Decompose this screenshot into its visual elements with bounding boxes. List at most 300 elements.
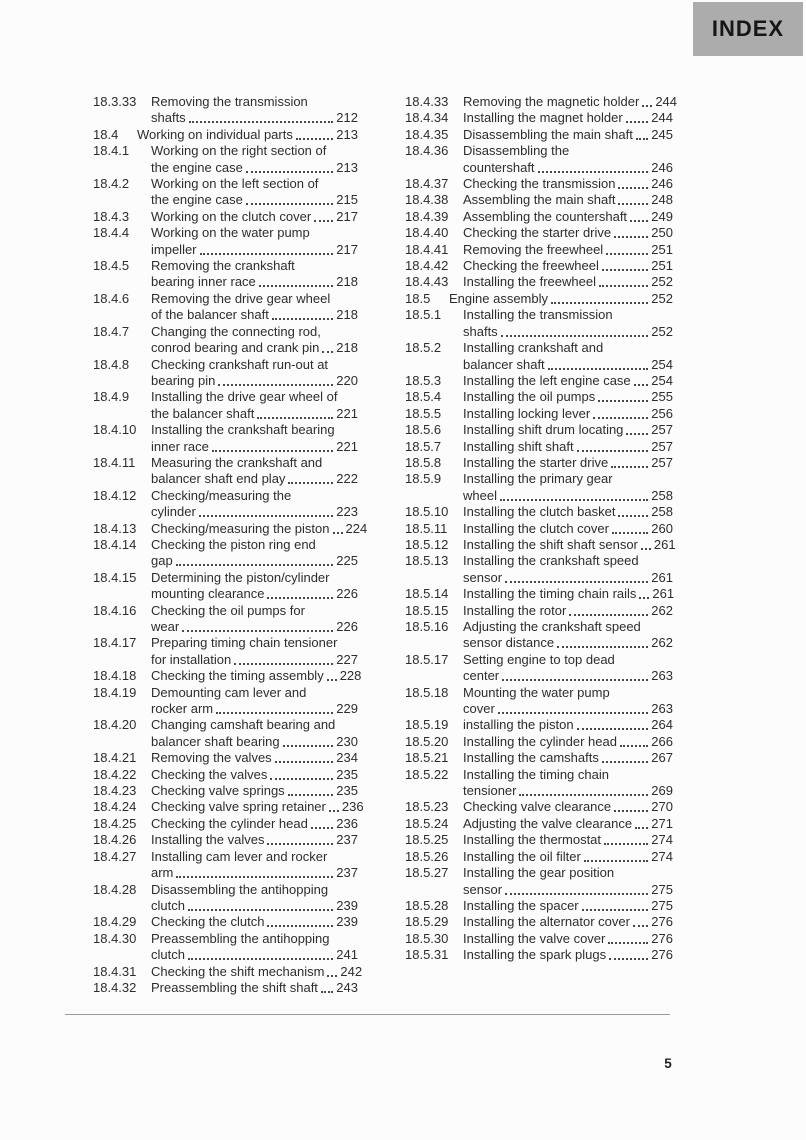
entry-title: Removing the valves: [151, 750, 272, 766]
entry-body: [151, 291, 358, 324]
section-number: 18.5.19: [405, 717, 449, 733]
toc-entry[interactable]: [93, 980, 358, 996]
toc-entry[interactable]: [93, 209, 358, 225]
entry-last-line: [463, 816, 673, 832]
section-number: 18.5.25: [405, 832, 449, 848]
entry-title: Assembling the countershaft: [463, 208, 628, 224]
toc-entry[interactable]: [405, 586, 673, 602]
section-number: 18.5.17: [405, 651, 449, 667]
entry-page-number: 269: [651, 783, 673, 799]
section-number: 18.5.3: [405, 372, 442, 388]
entry-title: bearing inner race: [151, 274, 256, 290]
entry-last-line: [151, 274, 358, 290]
section-number: 18.5.22: [405, 766, 449, 782]
entry-body: [463, 422, 673, 438]
toc-entry[interactable]: [405, 603, 673, 619]
section-number: 18.4.6: [93, 290, 130, 306]
entry-last-line: [151, 340, 358, 356]
dot-leader: [635, 816, 648, 829]
toc-entry[interactable]: [93, 635, 358, 668]
entry-title-line: Measuring the crankshaft and: [151, 454, 323, 470]
section-number: 18.4.2: [93, 176, 130, 192]
entry-title: balancer shaft bearing: [151, 733, 280, 749]
section-number: 18.5: [405, 290, 431, 306]
entry-page-number: 258: [651, 504, 673, 520]
dot-leader: [598, 389, 648, 402]
entry-page-number: 261: [651, 569, 673, 585]
entry-page-number: 235: [336, 766, 358, 782]
section-number: 18.5.21: [405, 750, 449, 766]
entry-last-line: [463, 373, 673, 389]
toc-entry[interactable]: [405, 127, 673, 143]
toc-entry[interactable]: [93, 832, 358, 848]
entry-body: [463, 799, 673, 815]
entry-title: Installing the thermostat: [463, 832, 602, 848]
toc-entry[interactable]: [93, 668, 362, 684]
toc-entry[interactable]: [405, 521, 673, 537]
entry-title-line: Preassembling the antihopping: [151, 930, 330, 946]
entry-title: mounting clearance: [151, 586, 265, 602]
dot-leader: [614, 799, 648, 812]
entry-title: Checking the transmission: [463, 176, 616, 192]
entry-body: [463, 767, 673, 800]
entry-last-line: [463, 521, 673, 537]
toc-entry[interactable]: [405, 291, 673, 307]
toc-entry[interactable]: [93, 685, 358, 718]
section-number: 18.5.31: [405, 947, 449, 963]
toc-entry[interactable]: [93, 570, 358, 603]
dot-leader: [333, 521, 343, 534]
toc-entry[interactable]: [405, 931, 673, 947]
toc-entry[interactable]: [405, 504, 673, 520]
dot-leader: [633, 914, 648, 927]
index-tab: [693, 2, 803, 56]
toc-entry[interactable]: [405, 734, 673, 750]
entry-body: [151, 324, 358, 357]
entry-body: [463, 536, 676, 553]
toc-entry[interactable]: [405, 914, 673, 930]
toc-entry[interactable]: [405, 619, 673, 652]
entry-last-line: [463, 176, 673, 192]
entry-last-line: [463, 734, 673, 750]
toc-entry[interactable]: [405, 389, 673, 405]
entry-body: [463, 471, 673, 504]
entry-page-number: 244: [655, 94, 678, 109]
entry-title: Checking valve spring retainer: [151, 799, 326, 815]
entry-last-line: [463, 750, 673, 766]
toc-entry[interactable]: [405, 274, 673, 290]
entry-page-number: 217: [336, 241, 358, 257]
toc-entry[interactable]: [405, 553, 673, 586]
entry-page-number: 267: [651, 750, 673, 766]
toc-entry[interactable]: [405, 192, 673, 208]
entry-body: [151, 225, 358, 258]
entry-title: Adjusting the valve clearance: [463, 815, 633, 831]
dot-leader: [502, 668, 648, 681]
entry-page-number: 252: [651, 290, 673, 306]
dot-leader: [602, 258, 648, 271]
entry-body: [151, 832, 358, 848]
toc-entry[interactable]: [405, 455, 673, 471]
dot-leader: [314, 209, 333, 222]
toc-entry[interactable]: [405, 143, 673, 176]
entry-page-number: 261: [652, 586, 675, 602]
entry-page-number: 246: [651, 159, 673, 175]
entry-title: Installing shift drum locating: [463, 422, 624, 438]
dot-leader: [548, 357, 649, 370]
entry-title: cover: [463, 701, 495, 717]
entry-title: sensor distance: [463, 635, 555, 651]
entry-title: arm: [151, 865, 174, 881]
toc-entry[interactable]: [405, 406, 673, 422]
entry-title-line: Removing the crankshaft: [151, 258, 295, 274]
entry-page-number: 257: [651, 438, 673, 454]
entry-title: Checking the cylinder head: [151, 815, 308, 831]
entry-title-line: Removing the drive gear wheel: [151, 290, 331, 306]
toc-entry[interactable]: [405, 242, 673, 258]
toc-entry[interactable]: [93, 816, 358, 832]
entry-page-number: 217: [336, 208, 358, 224]
entry-title-line: Installing crankshaft and: [463, 340, 604, 356]
entry-body: [463, 865, 673, 898]
entry-page-number: 275: [651, 897, 673, 913]
section-number: 18.4.1: [93, 143, 130, 159]
entry-body: [463, 176, 673, 192]
toc-entry[interactable]: [405, 176, 673, 192]
entry-title: Checking the timing assembly: [151, 668, 324, 684]
section-number: 18.4.14: [93, 536, 137, 552]
dot-leader: [606, 242, 648, 255]
toc-entry[interactable]: [93, 783, 358, 799]
toc-entry[interactable]: [93, 914, 358, 930]
toc-entry[interactable]: [93, 882, 358, 915]
entry-body: [151, 357, 358, 390]
dot-leader: [593, 406, 648, 419]
entry-page-number: 221: [336, 438, 358, 454]
entry-last-line: [463, 209, 673, 225]
entry-title-line: Installing the drive gear wheel of: [151, 389, 338, 405]
entry-page-number: 237: [336, 832, 358, 848]
dot-leader: [267, 832, 333, 845]
entry-page-number: 226: [336, 586, 358, 602]
toc-entry[interactable]: [93, 94, 358, 127]
entry-page-number: 243: [336, 979, 358, 995]
entry-body: [463, 340, 673, 373]
toc-entry[interactable]: [93, 176, 358, 209]
entry-body: [463, 619, 673, 652]
entry-last-line: [463, 110, 673, 126]
section-number: 18.4.30: [93, 930, 137, 946]
entry-last-line: [151, 373, 358, 389]
entry-body: [463, 734, 673, 750]
toc-entry[interactable]: [93, 225, 358, 258]
section-number: 18.3.33: [93, 94, 137, 109]
section-number: 18.5.12: [405, 536, 449, 552]
section-number: 18.5.4: [405, 389, 442, 405]
entry-page-number: 226: [336, 619, 358, 634]
entry-page-number: 275: [651, 881, 673, 897]
entry-title: countershaft: [463, 159, 535, 175]
section-number: 18.4.24: [93, 799, 137, 815]
section-number: 18.5.15: [405, 602, 449, 618]
dot-leader: [611, 455, 648, 468]
toc-entry[interactable]: [93, 849, 358, 882]
entry-last-line: [463, 849, 673, 865]
entry-last-line: [463, 160, 673, 176]
toc-entry[interactable]: [93, 963, 363, 980]
toc-entry[interactable]: [405, 471, 673, 504]
entry-title: Installing locking lever: [463, 405, 591, 421]
section-number: 18.5.7: [405, 438, 442, 454]
dot-leader: [612, 521, 648, 534]
entry-title: Checking the starter drive: [463, 225, 612, 241]
entry-page-number: 241: [336, 947, 358, 963]
entry-last-line: [151, 734, 358, 750]
entry-body: [151, 685, 358, 718]
dot-leader: [538, 160, 649, 173]
entry-last-line: [151, 767, 358, 783]
entry-page-number: 229: [336, 701, 358, 717]
entry-body: [463, 274, 673, 290]
entry-body: [463, 127, 673, 143]
entry-title: the engine case: [151, 192, 243, 208]
entry-body: [463, 603, 673, 619]
entry-title: balancer shaft end play: [151, 471, 286, 487]
section-number: 18.4.36: [405, 143, 449, 159]
entry-title: Installing the valves: [151, 832, 265, 848]
entry-title: Installing the oil pumps: [463, 389, 596, 405]
toc-entry[interactable]: [405, 225, 673, 241]
toc-entry[interactable]: [93, 455, 358, 488]
toc-entry[interactable]: [405, 849, 673, 865]
entry-page-number: 262: [651, 602, 673, 618]
entry-last-line: [463, 127, 673, 143]
toc-entry[interactable]: [93, 750, 358, 766]
entry-body: [463, 898, 673, 914]
entry-last-line: [463, 422, 673, 438]
entry-last-line: [151, 192, 358, 208]
entry-last-line: [463, 389, 673, 405]
dot-leader: [218, 373, 333, 386]
entry-body: [151, 816, 358, 832]
entry-body: [463, 143, 673, 176]
section-number: 18.4.11: [93, 454, 136, 470]
dot-leader: [505, 882, 648, 895]
entry-page-number: 239: [336, 897, 358, 913]
toc-entry[interactable]: [405, 340, 673, 373]
entry-page-number: 274: [651, 848, 673, 864]
entry-title: bearing pin: [151, 372, 216, 388]
toc-entry[interactable]: [405, 865, 673, 898]
toc-entry[interactable]: [93, 357, 358, 390]
toc-entry[interactable]: [405, 898, 673, 914]
section-number: 18.4.23: [93, 783, 137, 799]
section-number: 18.5.8: [405, 454, 442, 470]
toc-entry[interactable]: [93, 127, 358, 143]
entry-title: clutch: [151, 947, 185, 963]
entry-page-number: 239: [336, 914, 358, 930]
entry-title-line: Installing the primary gear: [463, 471, 613, 487]
entry-title: cylinder: [151, 504, 196, 520]
entry-last-line: [463, 225, 673, 241]
entry-title: Installing the cylinder head: [463, 733, 617, 749]
section-number: 18.5.18: [405, 684, 449, 700]
entry-title: Installing the freewheel: [463, 274, 596, 290]
section-number: 18.4.38: [405, 192, 449, 208]
entry-title-line: Determining the piston/cylinder: [151, 569, 330, 585]
section-number: 18.5.9: [405, 471, 442, 487]
entry-title: Installing the shift shaft sensor: [463, 536, 638, 552]
dot-leader: [618, 192, 648, 205]
toc-entry[interactable]: [405, 110, 673, 126]
entry-last-line: [151, 619, 358, 635]
entry-body: [463, 242, 673, 258]
toc-entry[interactable]: [405, 767, 673, 800]
dot-leader: [641, 537, 651, 550]
dot-leader: [577, 439, 649, 452]
entry-title-line: Working on the water pump: [151, 225, 310, 241]
entry-page-number: 218: [336, 274, 358, 290]
entry-body: [151, 980, 358, 996]
entry-last-line: [463, 274, 673, 290]
entry-title-line: Working on the right section of: [151, 143, 327, 159]
section-number: 18.4.10: [93, 422, 137, 438]
dot-leader: [608, 931, 648, 944]
table-of-contents: [93, 94, 678, 996]
entry-title: Installing the starter drive: [463, 454, 609, 470]
entry-last-line: [151, 963, 363, 980]
toc-entry[interactable]: [405, 947, 673, 963]
entry-last-line: [151, 307, 358, 323]
section-number: 18.4.17: [93, 635, 137, 651]
toc-entry[interactable]: [93, 291, 358, 324]
entry-body: [151, 914, 358, 930]
entry-page-number: 248: [651, 192, 673, 208]
toc-entry[interactable]: [93, 324, 358, 357]
section-number: 18.4.33: [405, 94, 449, 109]
entry-body: [463, 652, 673, 685]
entry-page-number: 252: [651, 323, 673, 339]
entry-body: [463, 209, 673, 225]
entry-title: Installing the magnet holder: [463, 110, 623, 126]
entry-title-line: Adjusting the crankshaft speed: [463, 619, 641, 634]
dot-leader: [296, 127, 333, 140]
entry-page-number: 218: [336, 307, 358, 323]
dot-leader: [582, 898, 649, 911]
toc-entry[interactable]: [405, 439, 673, 455]
toc-entry[interactable]: [405, 422, 673, 438]
dot-leader: [577, 717, 649, 730]
entry-page-number: 262: [651, 635, 673, 651]
entry-page-number: 276: [651, 930, 673, 946]
section-number: 18.4.35: [405, 126, 449, 142]
entry-title-line: Installing cam lever and rocker: [151, 848, 328, 864]
dot-leader: [246, 160, 334, 173]
toc-entry[interactable]: [93, 603, 358, 636]
toc-entry[interactable]: [93, 520, 368, 537]
dot-leader: [257, 406, 333, 419]
toc-entry[interactable]: [405, 373, 673, 389]
dot-leader: [609, 947, 648, 960]
entry-body: [151, 520, 368, 537]
toc-entry[interactable]: [93, 537, 358, 570]
toc-entry[interactable]: [93, 143, 358, 176]
entry-title-line: Checking the oil pumps for: [151, 602, 305, 618]
toc-entry[interactable]: [405, 652, 673, 685]
toc-entry[interactable]: [93, 488, 358, 521]
entry-title: Checking the freewheel: [463, 258, 599, 274]
entry-body: [151, 767, 358, 783]
dot-leader: [199, 504, 334, 517]
toc-entry[interactable]: [93, 258, 358, 291]
dot-leader: [188, 947, 333, 960]
toc-entry[interactable]: [405, 258, 673, 274]
entry-body: [463, 389, 673, 405]
section-number: 18.4.26: [93, 832, 137, 848]
dot-leader: [620, 734, 648, 747]
section-number: 18.5.1: [405, 307, 442, 323]
dot-leader: [327, 668, 337, 681]
entry-last-line: [463, 536, 676, 553]
entry-page-number: 271: [651, 815, 673, 831]
toc-entry[interactable]: [93, 422, 358, 455]
section-number: 18.5.6: [405, 422, 442, 438]
entry-last-line: [151, 799, 364, 815]
entry-last-line: [151, 750, 358, 766]
entry-page-number: 276: [651, 914, 673, 930]
toc-entry[interactable]: [405, 307, 673, 340]
toc-entry[interactable]: [93, 767, 358, 783]
entry-title: Removing the magnetic holder: [463, 94, 640, 109]
entry-page-number: 260: [651, 520, 673, 536]
toc-entry[interactable]: [405, 209, 673, 225]
toc-entry[interactable]: [93, 717, 358, 750]
toc-entry[interactable]: [405, 832, 673, 848]
dot-leader: [259, 274, 334, 287]
section-number: 18.5.10: [405, 504, 449, 520]
entry-last-line: [463, 914, 673, 930]
toc-column-right: [405, 94, 678, 996]
dot-leader: [498, 701, 649, 714]
toc-entry[interactable]: [405, 536, 676, 553]
entry-last-line: [463, 931, 673, 947]
toc-entry[interactable]: [405, 750, 673, 766]
entry-title: Preassembling the shift shaft: [151, 979, 318, 995]
toc-entry[interactable]: [405, 94, 678, 110]
entry-title: wear: [151, 619, 180, 634]
entry-body: [151, 570, 358, 603]
entry-body: [151, 209, 358, 225]
entry-page-number: 242: [340, 963, 363, 979]
entry-page-number: 230: [336, 733, 358, 749]
toc-entry[interactable]: [405, 816, 673, 832]
toc-entry[interactable]: [405, 717, 673, 733]
toc-entry[interactable]: [405, 799, 673, 815]
section-number: 18.4.27: [93, 848, 137, 864]
entry-body: [463, 914, 673, 930]
toc-entry[interactable]: [405, 685, 673, 718]
entry-body: [151, 488, 358, 521]
dot-leader: [618, 504, 648, 517]
entry-page-number: 251: [651, 258, 673, 274]
toc-entry[interactable]: [93, 931, 358, 964]
entry-last-line: [137, 127, 358, 143]
toc-entry[interactable]: [93, 799, 364, 815]
entry-last-line: [151, 242, 358, 258]
entry-title: Working on the clutch cover: [151, 208, 312, 224]
toc-entry[interactable]: [93, 389, 358, 422]
entry-body: [463, 750, 673, 766]
